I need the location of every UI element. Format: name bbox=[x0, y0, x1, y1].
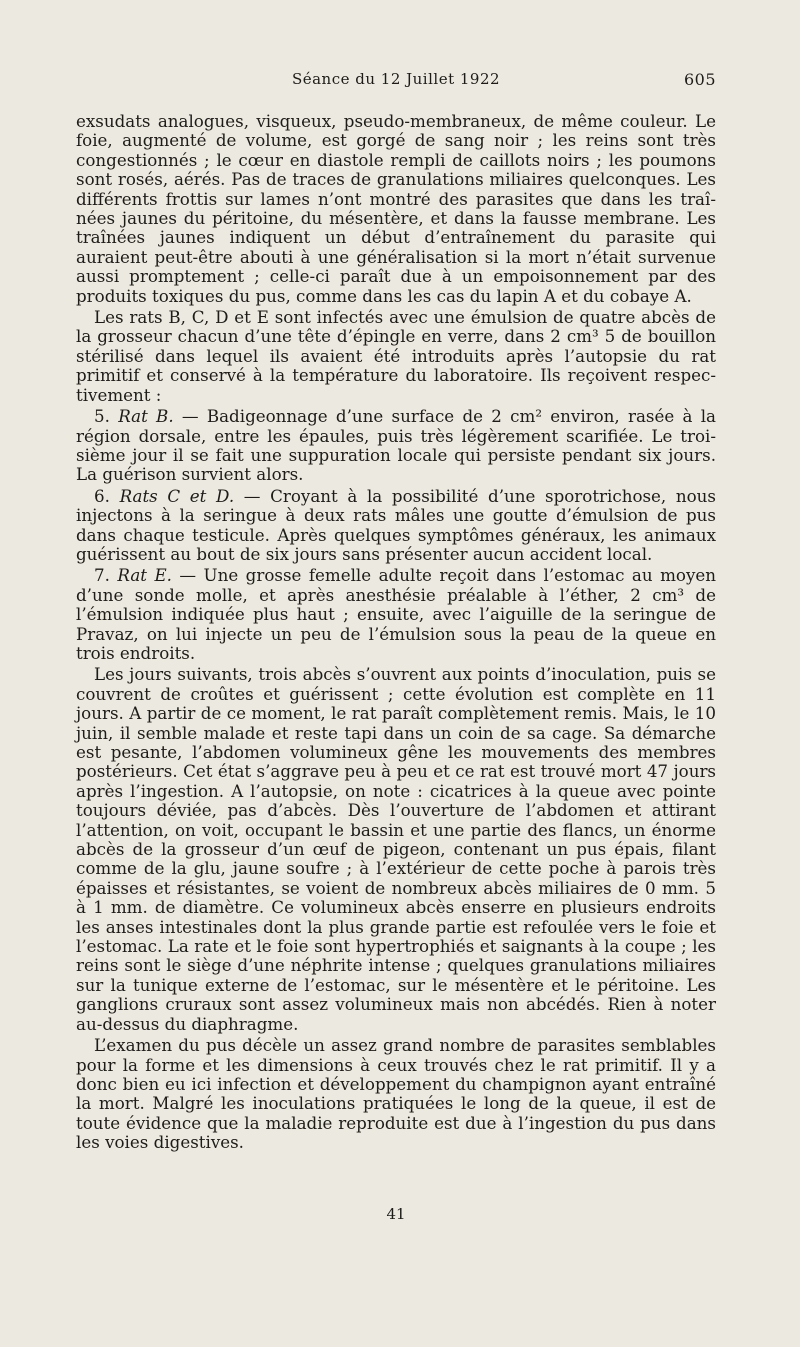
paragraph-text: — Croyant à la possibilité d’une sporotrichose, nous injectons à la seringue à deux rats mâles une goutte d’émulsion de pus dans chaque testicule. Après quelques symptômes généraux, les animaux guérissent au bout de six jours sans présenter aucun accident local. bbox=[76, 485, 716, 564]
body-text bbox=[76, 112, 716, 1155]
running-title: Séance du 12 Juillet 1922 bbox=[291, 70, 501, 88]
paragraph: exsudats analogues, visqueux, pseudo-membraneux, de même couleur. Le foie, augmenté de volume, est gorgé de sang noir ; les reins sont très congestionnés ; le cœur en diastole rempli de caillots noirs ; les poumons sont rosés, aérés. Pas de traces de granulations miliaires quelconques. Les différents frottis sur lames n’ont montré des parasites que dans les traînées jaunes du péritoine, du mésentère, et dans la fausse membrane. Les traînées jaunes indiquent un début d’entraînement du parasite qui auraient peut-être abouti à une généralisation si la mort n’était survenue aussi promptement ; celle-ci paraît due à un empoisonnement par des produits toxiques du pus, comme dans les cas du lapin A et du cobaye A. bbox=[76, 111, 716, 306]
paragraph: L’examen du pus décèle un assez grand nombre de parasites semblables pour la forme et les dimensions à ceux trouvés chez le rat primitif. Il y a donc bien eu ici infection et développement du champignon ayant entraîné la mort. Malgré les inoculations pratiquées le long de la queue, il est de toute évidence que la maladie reproduite est due à l’ingestion du pus dans les voies digestives. bbox=[76, 1035, 716, 1153]
page-header bbox=[76, 70, 716, 96]
paragraph bbox=[76, 487, 716, 565]
paragraph: Les jours suivants, trois abcès s’ouvrent aux points d’inoculation, puis se couvrent de croûtes et guérissent ; cette évolution est complète en 11 jours. A partir de ce moment, le rat paraît complètement remis. Mais, le 10 juin, il semble malade et reste tapi dans un coin de sa cage. Sa démarche est pesante, l’abdomen volumineux gêne les mouvements des membres postérieurs. Cet état s’aggrave peu à peu et ce rat est trouvé mort 47 jours après l’ingestion. A l’autopsie, on note : cicatrices à la queue avec pointe toujours déviée, pas d’abcès. Dès l’ouverture de l’abdomen et attirant l’attention, on voit, occupant le bassin et une partie des flancs, un énorme abcès de la grosseur d’un œuf de pigeon, contenant un pus épais, filant comme de la glu, jaune soufre ; à l’extérieur de cette poche à parois très épaisses et résistantes, se voient de nombreux abcès miliaires de 0 mm. 5 à 1 mm. de diamètre. Ce volumineux abcès enserre en plusieurs endroits les anses intestinales dont la plus grande partie est refoulée vers le foie et l’estomac. La rate et le foie sont hypertrophiés et saignants à la coupe ; les reins sont le siège d’une néphrite intense ; quelques granulations miliaires sur la tunique externe de l’estomac, sur le mésentère et le péritoine. Les ganglions cruraux sont assez volumineux mais non abcédés. Rien à noter au-dessus du diaphragme. bbox=[76, 664, 716, 1034]
paragraph-label: Rats C et D. bbox=[119, 485, 235, 506]
paragraph-label: Rat E. bbox=[117, 565, 172, 586]
paragraph-text: — Badigeonnage d’une surface de 2 cm² environ, rasée à la région dorsale, entre les épaules, puis très légèrement scarifiée. Le troisième jour il se fait une suppuration locale qui persiste pendant six jours. La guérison survient alors. bbox=[76, 406, 716, 485]
paragraph-text: — Une grosse femelle adulte reçoit dans l’estomac au moyen d’une sonde molle, et après anesthésie préalable à l’éther, 2 cm³ de l’émulsion indiquée plus haut ; ensuite, avec l’aiguille de la seringue de Pravaz, on lui injecte un peu de l’émulsion sous la peau de la queue en trois endroits. bbox=[76, 565, 716, 663]
page-number: 605 bbox=[683, 70, 716, 89]
paragraph bbox=[76, 566, 716, 663]
paragraph bbox=[76, 407, 716, 485]
paragraph-label: Rat B. bbox=[118, 406, 174, 427]
paragraph-number: 5. bbox=[94, 406, 119, 427]
paragraph-number: 6. bbox=[94, 485, 120, 506]
paragraph: Les rats B, C, D et E sont infectés avec une émulsion de quatre abcès de la grosseur chacun d’une tête d’épingle en verre, dans 2 cm³ 5 de bouillon stérilisé dans lequel ils avaient été introduits après l’autopsie du rat primitif et conservé à la température du laboratoire. Ils reçoivent respectivement : bbox=[76, 307, 716, 405]
paragraph-number: 7. bbox=[94, 565, 118, 586]
signature-mark: 41 bbox=[386, 1205, 406, 1223]
